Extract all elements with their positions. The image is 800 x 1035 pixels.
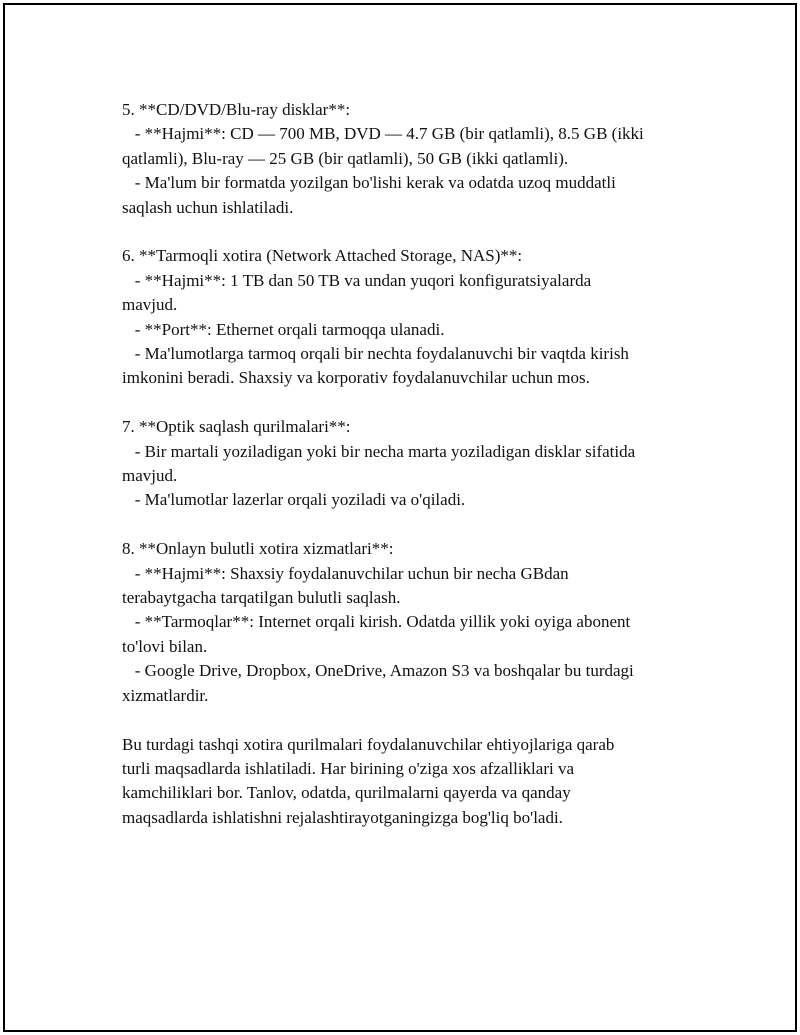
text-line: mavjud. [122,295,178,315]
text-line: - Bir martali yoziladigan yoki bir necha marta yoziladigan disklar sifatida [122,441,636,461]
document-body [122,98,702,855]
text-line: maqsadlarda ishlatishni rejalashtirayotganingizga bog'liq bo'ladi. [122,807,563,827]
text-line: Bu turdagi tashqi xotira qurilmalari foydalanuvchilar ehtiyojlariga qarab [122,734,615,754]
text-line: terabaytgacha tarqatilgan bulutli saqlash. [122,588,401,608]
section-heading: 7. **Optik saqlash qurilmalari**: [122,417,351,437]
text-line: xizmatlardir. [122,685,209,705]
page-frame [3,3,797,1032]
text-line: qatlamli), Blu-ray — 25 GB (bir qatlamli), 50 GB (ikki qatlamli). [122,148,569,168]
text-line: - Ma'lumotlarga tarmoq orqali bir nechta foydalanuvchi bir vaqtda kirish [122,344,629,364]
text-line: - Ma'lumotlar lazerlar orqali yoziladi va o'qiladi. [122,490,466,510]
text-line: - Google Drive, Dropbox, OneDrive, Amazon S3 va boshqalar bu turdagi [122,661,634,681]
text-line: mavjud. [122,466,178,486]
section-cloud-storage [122,537,702,708]
text-line: to'lovi bilan. [122,636,208,656]
section-optical-storage [122,415,702,513]
section-cd-dvd-bluray [122,98,702,220]
section-nas [122,244,702,390]
section-heading: 8. **Onlayn bulutli xotira xizmatlari**: [122,539,394,559]
text-line: - **Hajmi**: CD — 700 MB, DVD — 4.7 GB (bir qatlamli), 8.5 GB (ikki [122,124,644,144]
text-line: saqlash uchun ishlatiladi. [122,197,294,217]
text-line: - **Port**: Ethernet orqali tarmoqqa ulanadi. [122,319,445,339]
text-line: - **Tarmoqlar**: Internet orqali kirish. Odatda yillik yoki oyiga abonent [122,612,631,632]
section-heading: 6. **Tarmoqli xotira (Network Attached Storage, NAS)**: [122,246,523,266]
conclusion-paragraph [122,733,702,831]
text-line: turli maqsadlarda ishlatiladi. Har birining o'ziga xos afzalliklari va [122,758,575,778]
text-line: - Ma'lum bir formatda yozilgan bo'lishi kerak va odatda uzoq muddatli [122,173,616,193]
text-line: imkonini beradi. Shaxsiy va korporativ foydalanuvchilar uchun mos. [122,368,590,388]
section-heading: 5. **CD/DVD/Blu-ray disklar**: [122,100,351,119]
text-line: kamchiliklari bor. Tanlov, odatda, qurilmalarni qayerda va qanday [122,783,571,803]
text-line: - **Hajmi**: Shaxsiy foydalanuvchilar uchun bir necha GBdan [122,563,569,583]
text-line: - **Hajmi**: 1 TB dan 50 TB va undan yuqori konfiguratsiyalarda [122,270,592,290]
